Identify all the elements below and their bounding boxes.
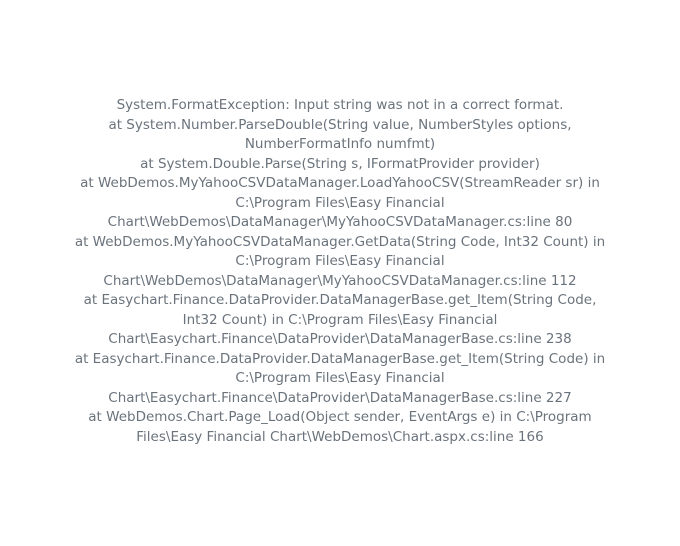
- stack-trace-line: NumberFormatInfo numfmt): [244, 136, 436, 152]
- stack-trace-line: at WebDemos.MyYahooCSVDataManager.LoadYahooCSV(StreamReader sr) in: [80, 175, 600, 191]
- stack-trace-line: at Easychart.Finance.DataProvider.DataManagerBase.get_Item(String Code,: [83, 292, 597, 308]
- stack-trace-line: C:\Program Files\Easy Financial: [235, 370, 445, 386]
- stack-trace-line: at Easychart.Finance.DataProvider.DataManagerBase.get_Item(String Code) in: [74, 350, 606, 367]
- stack-trace-line: Chart\WebDemos\DataManager\MyYahooCSVDataManager.cs:line 80: [107, 214, 573, 230]
- stack-trace-line: Files\Easy Financial Chart\WebDemos\Chart.aspx.cs:line 166: [136, 428, 544, 445]
- exception-stack-trace: [10, 96, 670, 447]
- stack-trace-line: C:\Program Files\Easy Financial: [235, 194, 445, 211]
- stack-trace-line: Chart\WebDemos\DataManager\MyYahooCSVDataManager.cs:line 112: [103, 272, 577, 289]
- stack-trace-line: at System.Double.Parse(String s, IFormatProvider provider): [140, 155, 540, 172]
- stack-trace-line: C:\Program Files\Easy Financial: [235, 253, 445, 269]
- stack-trace-line: at WebDemos.MyYahooCSVDataManager.GetData(String Code, Int32 Count) in: [74, 233, 606, 250]
- stack-trace-line: at WebDemos.Chart.Page_Load(Object sender, EventArgs e) in C:\Program: [88, 409, 592, 425]
- stack-trace-line: Chart\Easychart.Finance\DataProvider\DataManagerBase.cs:line 238: [108, 331, 572, 347]
- stack-trace-line: System.FormatException: Input string was not in a correct format.: [116, 97, 564, 113]
- stack-trace-line: Chart\Easychart.Finance\DataProvider\DataManagerBase.cs:line 227: [108, 389, 572, 406]
- stack-trace-line: at System.Number.ParseDouble(String value, NumberStyles options,: [108, 116, 572, 133]
- stack-trace-line: Int32 Count) in C:\Program Files\Easy Financial: [182, 311, 498, 328]
